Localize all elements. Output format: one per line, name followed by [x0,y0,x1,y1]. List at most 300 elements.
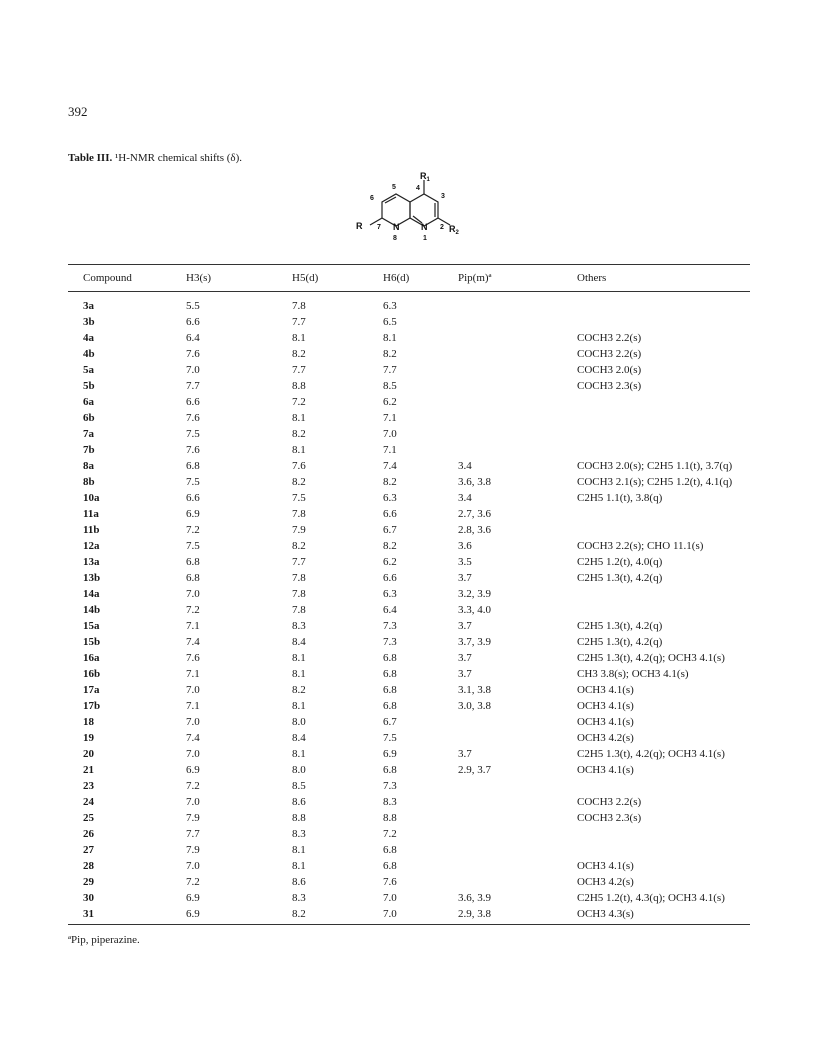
pip-cell [458,810,577,826]
others-cell: COCH3 2.2(s) [577,348,642,360]
header-compound: Compound [68,265,186,292]
compound-cell: 5a [83,364,94,376]
table-header-row [68,265,750,292]
table-title: ¹H-NMR chemical shifts (δ). [114,152,242,164]
compound-cell: 4b [83,348,95,360]
others-cell: C2H5 1.1(t), 3.8(q) [577,492,663,504]
h5-cell: 8.1 [292,652,306,664]
h3-cell: 7.0 [186,748,200,760]
table-row [68,586,750,602]
h6-cell: 6.8 [383,700,397,712]
h3-cell: 7.0 [186,684,200,696]
others-cell [577,410,750,426]
others-cell: COCH3 2.2(s) [577,796,642,808]
h3-cell: 6.6 [186,316,200,328]
pip-cell: 2.7, 3.6 [458,508,491,520]
compound-cell: 26 [83,828,94,840]
pip-cell: 3.7 [458,668,472,680]
pip-cell [458,858,577,874]
pip-cell [458,442,577,458]
h6-cell: 8.2 [383,540,397,552]
h6-cell: 6.2 [383,556,397,568]
h5-cell: 8.2 [292,348,306,360]
others-cell [577,442,750,458]
h5-cell: 8.2 [292,906,383,925]
table-row [68,522,750,538]
h3-cell: 6.9 [186,892,200,904]
h6-cell: 7.0 [383,906,458,925]
table-row [68,458,750,474]
svg-text:R2: $R_2$ [449,224,459,236]
h3-cell: 7.2 [186,876,200,888]
h6-cell: 6.2 [383,396,397,408]
h3-cell: 7.6 [186,412,200,424]
table-row [68,426,750,442]
h5-cell: 8.2 [292,540,306,552]
h3-cell: 6.8 [186,572,200,584]
h6-cell: 7.7 [383,364,397,376]
table-row [68,634,750,650]
compound-cell: 29 [83,876,94,888]
h6-cell: 6.9 [383,748,397,760]
table-row [68,778,750,794]
pip-cell: 2.8, 3.6 [458,524,491,536]
table-row [68,794,750,810]
h5-cell: 7.8 [292,572,306,584]
others-cell: C2H5 1.2(t), 4.3(q); OCH3 4.1(s) [577,892,725,904]
compound-cell: 4a [83,332,94,344]
others-cell: OCH3 4.1(s) [577,716,634,728]
others-cell [577,292,750,315]
pip-cell: 3.4 [458,492,472,504]
svg-text:7: 7 [377,224,381,231]
others-cell: C2H5 1.3(t), 4.2(q) [577,572,663,584]
h3-cell: 6.8 [186,460,200,472]
table-footnote: ªPip, piperazine. [68,934,140,946]
h3-cell: 7.2 [186,780,200,792]
h5-cell: 7.5 [292,492,306,504]
naphthyridine-structure [352,172,502,262]
h5-cell: 7.9 [292,524,306,536]
pip-cell: 3.7 [458,748,472,760]
h5-cell: 7.7 [292,364,306,376]
pip-cell: 3.2, 3.9 [458,588,491,600]
compound-cell: 16a [83,652,100,664]
table-row [68,858,750,874]
h3-cell: 7.0 [186,364,200,376]
h6-cell: 7.3 [383,780,397,792]
compound-cell: 20 [83,748,94,760]
compound-cell: 18 [83,716,94,728]
compound-cell: 13a [83,556,100,568]
h3-cell: 6.9 [186,764,200,776]
h3-cell: 7.2 [186,524,200,536]
h3-cell: 7.1 [186,668,200,680]
pip-cell [458,362,577,378]
h5-cell: 8.0 [292,716,306,728]
pip-cell [458,330,577,346]
table-row [68,810,750,826]
h3-cell: 7.7 [186,380,200,392]
h5-cell: 8.2 [292,476,306,488]
h6-cell: 7.3 [383,620,397,632]
compound-cell: 11a [83,508,99,520]
svg-text:2: 2 [440,224,444,231]
pip-cell [458,426,577,442]
table-row [68,650,750,666]
h6-cell: 8.2 [383,476,397,488]
h6-cell: 7.4 [383,460,397,472]
compound-cell: 17a [83,684,100,696]
others-cell: OCH3 4.1(s) [577,700,634,712]
h3-cell: 6.9 [186,508,200,520]
h3-cell: 6.4 [186,332,200,344]
compound-cell: 11b [83,524,100,536]
pip-cell [458,394,577,410]
h3-cell: 7.6 [186,652,200,664]
pip-cell [458,778,577,794]
table-row [68,666,750,682]
header-others: Others [577,265,750,292]
h5-cell: 8.1 [292,844,306,856]
h5-cell: 8.1 [292,668,306,680]
compound-cell: 19 [83,732,94,744]
h5-cell: 7.8 [292,604,306,616]
compound-cell: 16b [83,668,101,680]
h5-cell: 8.8 [292,812,306,824]
h3-cell: 7.0 [186,716,200,728]
h6-cell: 6.3 [383,492,397,504]
pip-cell [458,346,577,362]
h5-cell: 8.4 [292,636,306,648]
svg-text:4: 4 [416,185,420,192]
compound-cell: 8b [83,476,95,488]
pip-cell [458,794,577,810]
h3-cell: 6.8 [186,556,200,568]
header-h3: H3(s) [186,265,292,292]
others-cell: OCH3 4.3(s) [577,906,750,925]
others-cell: COCH3 2.2(s) [577,332,642,344]
pip-cell: 3.3, 4.0 [458,604,491,616]
svg-text:R1: $R_1$ [420,172,430,183]
svg-text:3: 3 [441,193,445,200]
compound-cell: 30 [83,892,94,904]
compound-cell: 17b [83,700,101,712]
pip-cell: 3.7 [458,572,472,584]
h3-cell: 6.6 [186,492,200,504]
h3-cell: 7.5 [186,476,200,488]
table-row [68,474,750,490]
table-row [68,698,750,714]
h6-cell: 6.6 [383,508,397,520]
compound-cell: 7a [83,428,94,440]
table-row [68,394,750,410]
h3-cell: 7.2 [186,604,200,616]
pip-cell [458,730,577,746]
h3-cell: 6.9 [186,906,292,925]
h6-cell: 8.8 [383,812,397,824]
compound-cell: 28 [83,860,94,872]
table-row [68,842,750,858]
svg-text:5: 5 [392,184,396,191]
pip-cell [458,874,577,890]
table-row [68,314,750,330]
table-row [68,378,750,394]
h6-cell: 6.8 [383,684,397,696]
h6-cell: 7.5 [383,732,397,744]
pip-cell: 3.1, 3.8 [458,684,491,696]
compound-cell: 10a [83,492,100,504]
h6-cell: 8.5 [383,380,397,392]
others-cell [577,586,750,602]
h5-cell: 8.3 [292,828,306,840]
h5-cell: 8.1 [292,700,306,712]
others-cell: COCH3 2.0(s) [577,364,642,376]
others-cell: COCH3 2.1(s); C2H5 1.2(t), 4.1(q) [577,476,733,488]
h5-cell: 8.2 [292,684,306,696]
compound-cell: 6b [83,412,95,424]
pip-cell: 3.4 [458,460,472,472]
h3-cell: 7.9 [186,812,200,824]
table-row [68,490,750,506]
svg-text:N: N [421,222,428,232]
others-cell [577,394,750,410]
table-row [68,346,750,362]
h5-cell: 8.4 [292,732,306,744]
naphthyridine-structure-drawing [352,172,502,262]
header-h6: H6(d) [383,265,458,292]
others-cell [577,314,750,330]
pip-cell: 3.7 [458,620,472,632]
svg-text:R: R [356,221,363,231]
table-row [68,906,750,925]
others-cell: COCH3 2.0(s); C2H5 1.1(t), 3.7(q) [577,460,733,472]
table-row [68,714,750,730]
table-row [68,330,750,346]
h5-cell: 8.1 [292,860,306,872]
svg-text:1: 1 [423,235,427,242]
h6-cell: 6.6 [383,572,397,584]
pip-cell: 3.5 [458,556,472,568]
h5-cell: 8.1 [292,748,306,760]
others-cell [577,522,750,538]
h5-cell: 8.3 [292,892,306,904]
h3-cell: 5.5 [186,300,200,312]
compound-cell: 5b [83,380,95,392]
table-row [68,442,750,458]
h6-cell: 8.3 [383,796,397,808]
table-row [68,826,750,842]
compound-cell: 7b [83,444,95,456]
pip-cell [458,292,577,315]
h3-cell: 7.0 [186,860,200,872]
compound-cell: 6a [83,396,94,408]
h6-cell: 6.7 [383,524,397,536]
svg-text:N: N [393,222,400,232]
pip-cell [458,378,577,394]
compound-cell: 25 [83,812,94,824]
h3-cell: 7.0 [186,796,200,808]
table-row [68,410,750,426]
others-cell: C2H5 1.3(t), 4.2(q); OCH3 4.1(s) [577,748,725,760]
compound-cell: 31 [68,906,186,925]
others-cell: OCH3 4.1(s) [577,764,634,776]
others-cell: OCH3 4.1(s) [577,860,634,872]
compound-cell: 3a [83,300,94,312]
others-cell: C2H5 1.2(t), 4.0(q) [577,556,663,568]
compound-cell: 3b [83,316,95,328]
h6-cell: 6.8 [383,844,397,856]
pip-cell: 3.6 [458,540,472,552]
h3-cell: 7.6 [186,348,200,360]
compound-cell: 14a [83,588,100,600]
h3-cell: 7.0 [186,588,200,600]
h5-cell: 8.6 [292,796,306,808]
svg-text:6: 6 [370,195,374,202]
table-row [68,362,750,378]
h3-cell: 7.4 [186,732,200,744]
pip-cell [458,826,577,842]
table-row [68,506,750,522]
h5-cell: 8.0 [292,764,306,776]
others-cell: OCH3 4.2(s) [577,876,634,888]
table-row [68,618,750,634]
table-body [68,292,750,925]
pip-cell: 3.0, 3.8 [458,700,491,712]
others-cell [577,842,750,858]
pip-cell: 3.7, 3.9 [458,636,491,648]
compound-cell: 13b [83,572,101,584]
pip-cell: 3.7 [458,652,472,664]
others-cell: COCH3 2.3(s) [577,812,642,824]
h5-cell: 7.8 [292,588,306,600]
h3-cell: 6.6 [186,396,200,408]
table-row [68,538,750,554]
table-row [68,570,750,586]
h6-cell: 7.1 [383,444,397,456]
h5-cell: 7.7 [292,556,306,568]
compound-cell: 21 [83,764,94,776]
h3-cell: 7.7 [186,828,200,840]
others-cell [577,506,750,522]
h6-cell: 6.8 [383,652,397,664]
compound-cell: 27 [83,844,94,856]
compound-cell: 24 [83,796,94,808]
h3-cell: 7.1 [186,700,200,712]
header-pip: Pip(m)ª [458,265,577,292]
table-caption [68,152,242,164]
others-cell [577,602,750,618]
h5-cell: 8.1 [292,412,306,424]
h6-cell: 8.2 [383,348,397,360]
others-cell: CH3 3.8(s); OCH3 4.1(s) [577,668,689,680]
table-row [68,730,750,746]
h6-cell: 7.2 [383,828,397,840]
table-row [68,602,750,618]
others-cell: COCH3 2.2(s); CHO 11.1(s) [577,540,704,552]
table-row [68,554,750,570]
pip-cell: 2.9, 3.8 [458,906,577,925]
h3-cell: 7.5 [186,428,200,440]
others-cell [577,778,750,794]
h5-cell: 8.2 [292,428,306,440]
pip-cell [458,410,577,426]
pip-cell: 3.6, 3.8 [458,476,491,488]
h3-cell: 7.5 [186,540,200,552]
h6-cell: 8.1 [383,332,397,344]
h5-cell: 8.6 [292,876,306,888]
h5-cell: 7.7 [292,316,306,328]
h6-cell: 7.0 [383,892,397,904]
others-cell [577,826,750,842]
svg-text:8: 8 [393,235,397,242]
others-cell: COCH3 2.3(s) [577,380,642,392]
h5-cell: 7.8 [292,300,306,312]
h5-cell: 8.1 [292,444,306,456]
h6-cell: 6.4 [383,604,397,616]
h5-cell: 8.5 [292,780,306,792]
table-row [68,874,750,890]
table-row [68,762,750,778]
h3-cell: 7.4 [186,636,200,648]
compound-cell: 14b [83,604,101,616]
h6-cell: 6.3 [383,300,397,312]
h5-cell: 8.8 [292,380,306,392]
h5-cell: 8.3 [292,620,306,632]
h3-cell: 7.1 [186,620,200,632]
h5-cell: 7.6 [292,460,306,472]
compound-cell: 15b [83,636,101,648]
others-cell: C2H5 1.3(t), 4.2(q); OCH3 4.1(s) [577,652,725,664]
others-cell: C2H5 1.3(t), 4.2(q) [577,620,663,632]
h6-cell: 6.5 [383,316,397,328]
others-cell: OCH3 4.1(s) [577,684,634,696]
nmr-shifts-table [68,264,750,925]
table-row [68,292,750,315]
pip-cell: 3.6, 3.9 [458,892,491,904]
h5-cell: 7.8 [292,508,306,520]
pip-cell [458,714,577,730]
compound-cell: 23 [83,780,94,792]
table-row [68,890,750,906]
compound-cell: 12a [83,540,100,552]
pip-cell [458,842,577,858]
others-cell: C2H5 1.3(t), 4.2(q) [577,636,663,648]
page-number: 392 [68,104,88,119]
compound-cell: 15a [83,620,100,632]
h6-cell: 6.8 [383,668,397,680]
h3-cell: 7.6 [186,444,200,456]
others-cell: OCH3 4.2(s) [577,732,634,744]
table-row [68,682,750,698]
others-cell [577,426,750,442]
h6-cell: 6.8 [383,860,397,872]
h6-cell: 6.7 [383,716,397,728]
h6-cell: 7.6 [383,876,397,888]
h6-cell: 7.0 [383,428,397,440]
h6-cell: 7.3 [383,636,397,648]
h5-cell: 7.2 [292,396,306,408]
h5-cell: 8.1 [292,332,306,344]
pip-cell: 2.9, 3.7 [458,764,491,776]
h6-cell: 6.3 [383,588,397,600]
compound-cell: 8a [83,460,94,472]
h6-cell: 7.1 [383,412,397,424]
h6-cell: 6.8 [383,764,397,776]
table-row [68,746,750,762]
header-h5: H5(d) [292,265,383,292]
table-label: Table III. [68,152,113,164]
